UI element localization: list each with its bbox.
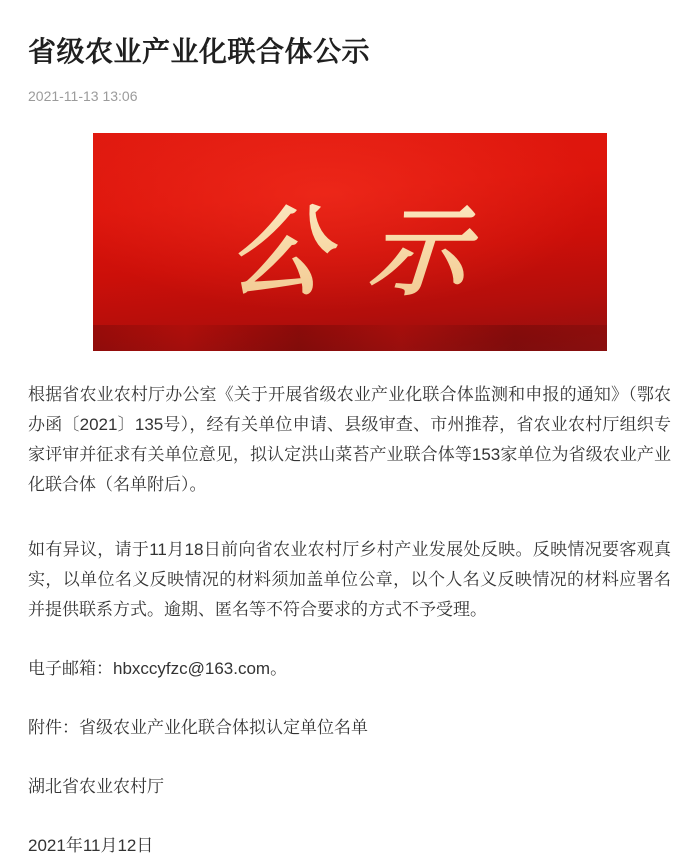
- article-body: [28, 380, 671, 861]
- email-line: 电子邮箱：hbxccyfzc@163.com。: [28, 659, 288, 679]
- announcement-banner-image: [93, 133, 607, 351]
- publish-timestamp: 2021-11-13 13:06: [28, 88, 138, 105]
- issuing-agency: 湖北省农业农村厅: [28, 777, 164, 797]
- attachment-line: 附件：省级农业产业化联合体拟认定单位名单: [28, 718, 368, 738]
- paragraph-objection: 如有异议，请于11月18日前向省农业农村厅乡村产业发展处反映。反映情况要客观真实，以单位名义反映情况的材料须加盖单位公章，以个人名义反映情况的材料应署名并提供联系方式。逾期、匿名等不符合要求的方式不予受理。: [28, 540, 671, 620]
- banner-gongshi-text: 公示: [183, 174, 515, 315]
- article-title: 省级农业产业化联合体公示: [28, 36, 371, 67]
- issue-date: 2021年11月12日: [28, 836, 154, 856]
- paragraph-basis: 根据省农业农村厅办公室《关于开展省级农业产业化联合体监测和申报的通知》（鄂农办函〔2021〕135号），经有关单位申请、县级审查、市州推荐，省农业农村厅组织专家评审并征求有关单位意见，拟认定洪山菜苔产业联合体等153家单位为省级农业产业化联合体（名单附后）。: [28, 385, 671, 495]
